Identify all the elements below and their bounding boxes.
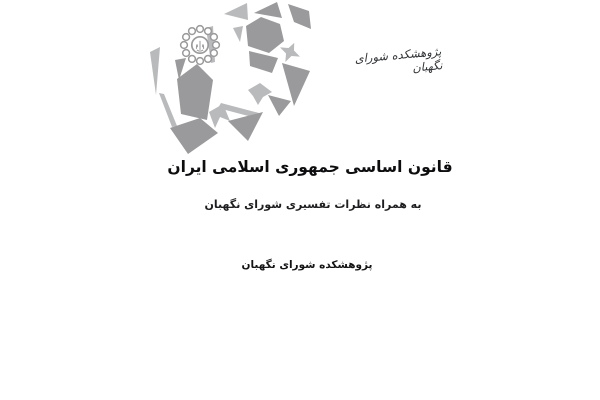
logo-fragment (282, 63, 310, 106)
logo-fragment (150, 47, 160, 95)
logo-fragment (246, 17, 284, 53)
book-subtitle: به همراه نظرات تفسیری شورای نگهبان (204, 198, 422, 211)
logo-fragment (177, 64, 213, 120)
institute-calligraphy: پژوهشکده شورای نگهبان (354, 44, 444, 75)
logo-fragment (159, 93, 177, 127)
book-title: قانون اساسی جمهوری اسلامی ایران (167, 158, 453, 176)
logo-fragment (233, 26, 243, 42)
logo-fragment (254, 2, 282, 18)
logo-fragment (268, 95, 291, 116)
logo-fragment (228, 112, 263, 141)
logo-fragment (224, 3, 248, 20)
publisher-name: پژوهشکده شورای نگهبان (241, 259, 373, 271)
logo-fragment (170, 118, 218, 154)
logo-fragment (249, 51, 278, 73)
logo-star-fragment (248, 83, 272, 105)
guardian-council-logo (145, 0, 315, 158)
logo-fragment (288, 4, 311, 29)
